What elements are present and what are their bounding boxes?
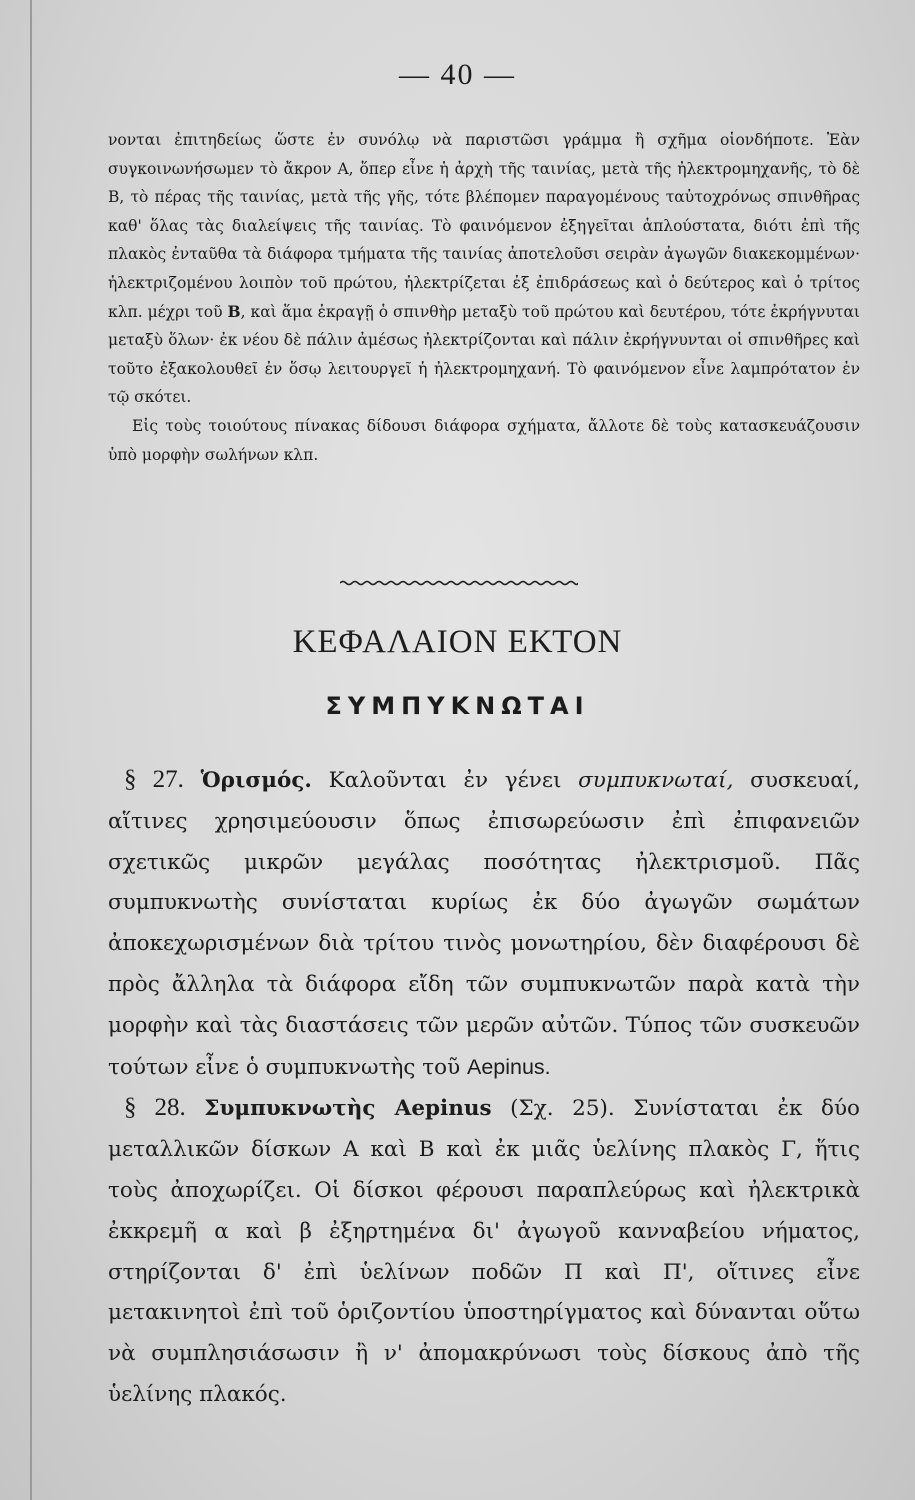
section-28-figure-ref: (Σχ. 25). xyxy=(491,1096,615,1122)
tables-paragraph: Εἰς τοὺς τοιούτους πίνακας δίδουσι διάφορα σχήματα, ἄλλοτε δὲ τοὺς κατασκευάζουσιν ὑπὸ μορφὴν σωλήνων κλπ. xyxy=(108,416,860,464)
section-28-heading: Συμπυκνωτὴς Aepinus xyxy=(204,1096,492,1122)
continued-text-block xyxy=(108,126,860,469)
continued-paragraph xyxy=(108,126,860,412)
section-divider xyxy=(340,580,578,586)
point-b-label: Β xyxy=(227,301,241,321)
main-text-block xyxy=(108,760,860,1416)
chapter-subtitle: ΣΥΜΠΥΚΝΩΤΑΙ xyxy=(325,692,590,720)
page-gutter-edge xyxy=(30,0,32,1500)
section-27-paragraph xyxy=(108,760,860,1088)
page-number: — 40 — xyxy=(399,58,516,91)
section-27-aepinus: Aepinus. xyxy=(466,1054,551,1079)
continued-paragraph-part-1: νονται ἐπιτηδείως ὥστε ἐν συνόλῳ νὰ παριστῶσι γράμμα ἢ σχῆμα οἱονδήποτε. Ἐὰν συγκοινωνήσωμεν τὸ ἄκρον Α, ὅπερ εἶνε ἡ ἀρχὴ τῆς ταινίας, μετὰ τῆς ἠλεκτρομηχανῆς, τὸ δὲ Β, τὸ πέρας τῆς ταινίας, μετὰ τῆς γῆς, τότε βλέπομεν παραγομένους ταὐτοχρόνως σπινθῆρας καθ' ὅλας τὰς διαλείψεις τῆς ταινίας. Τὸ φαινόμενον ἐξηγεῖται ἁπλούστατα, διότι ἐπὶ τῆς πλακὸς ἐνταῦθα τὰ διάφορα τμήματα τῆς ταινίας ἀποτελοῦσι σειρὰν ἀγωγῶν διακεκομμένων· ἠλεκτριζομένου λοιπὸν τοῦ πρώτου, ἠλεκτρίζεται ἐξ ἐπιδράσεως καὶ ὁ δεύτερος καὶ ὁ τρίτος κλπ. μέχρι τοῦ xyxy=(108,131,860,321)
section-28-number: § 28. xyxy=(124,1094,186,1122)
section-28-paragraph xyxy=(108,1088,860,1415)
section-28-text: Συνίσταται ἐκ δύο μεταλλικῶν δίσκων Α καὶ Β καὶ ἐκ μιᾶς ὑελίνης πλακὸς Γ, ἥτις τοὺς ἀποχωρίζει. Οἱ δίσκοι φέρουσι παραπλεύρως καὶ ἠλεκτρικὰ ἐκκρεμῆ α καὶ β ἐξηρτημένα δι' ἀγωγοῦ κανναβείου νήματος, στηρίζονται δ' ἐπὶ ὑελίνων ποδῶν Π καὶ Π', οἵτινες εἶνε μετακινητοὶ ἐπὶ τοῦ ὁριζοντίου ὑποστηρίγματος καὶ δύνανται οὕτω νὰ συμπλησιάσωσιν ἢ ν' ἀπομακρύνωσι τοὺς δίσκους ἀπὸ τῆς ὑελίνης πλακός. xyxy=(108,1096,860,1407)
section-27-text-1: Καλοῦνται ἐν γένει xyxy=(311,768,579,793)
continued-paragraph-part-2: , καὶ ἅμα ἐκραγῇ ὁ σπινθὴρ μεταξὺ τοῦ πρώτου καὶ δευτέρου, τότε ἐκρήγνυται μεταξὺ ὅλων· ἐκ νέου δὲ πάλιν ἀμέσως ἠλεκτρίζονται καὶ πάλιν ἐκρήγνυνται οἱ σπινθῆρες καὶ τοῦτο ἐξακολουθεῖ ἐν ὅσῳ λειτουργεῖ ἡ ἠλεκτρομηχανή. Τὸ φαινόμενον εἶνε λαμπρότατον ἐν τῷ σκότει. xyxy=(108,302,860,407)
chapter-title: ΚΕΦΑΛΑΙΟΝ ΕΚΤΟΝ xyxy=(292,624,623,660)
section-27-number: § 27. xyxy=(124,766,184,793)
section-27-text-2: συσκευαί, αἵτινες χρησιμεύουσιν ὅπως ἐπισωρεύωσιν ἐπὶ ἐπιφανειῶν σχετικῶς μικρῶν μεγάλας ποσότητας ἠλεκτρισμοῦ. Πᾶς συμπυκνωτὴς συνίσταται κυρίως ἐκ δύο ἀγωγῶν σωμάτων ἀποκεχωρισμένων διὰ τρίτου τινὸς μονωτηρίου, δὲν διαφέρουσι δὲ πρὸς ἄλληλα τὰ διάφορα εἴδη τῶν συμπυκνωτῶν παρὰ κατὰ τὴν μορφὴν καὶ τὰς διαστάσεις τῶν μερῶν αὐτῶν. Τύπος τῶν συσκευῶν τούτων εἶνε ὁ συμπυκνωτὴς τοῦ xyxy=(108,768,860,1080)
section-27-term: συμπυκνωταί, xyxy=(578,768,734,793)
section-27-heading: Ὁρισμός. xyxy=(200,768,312,793)
